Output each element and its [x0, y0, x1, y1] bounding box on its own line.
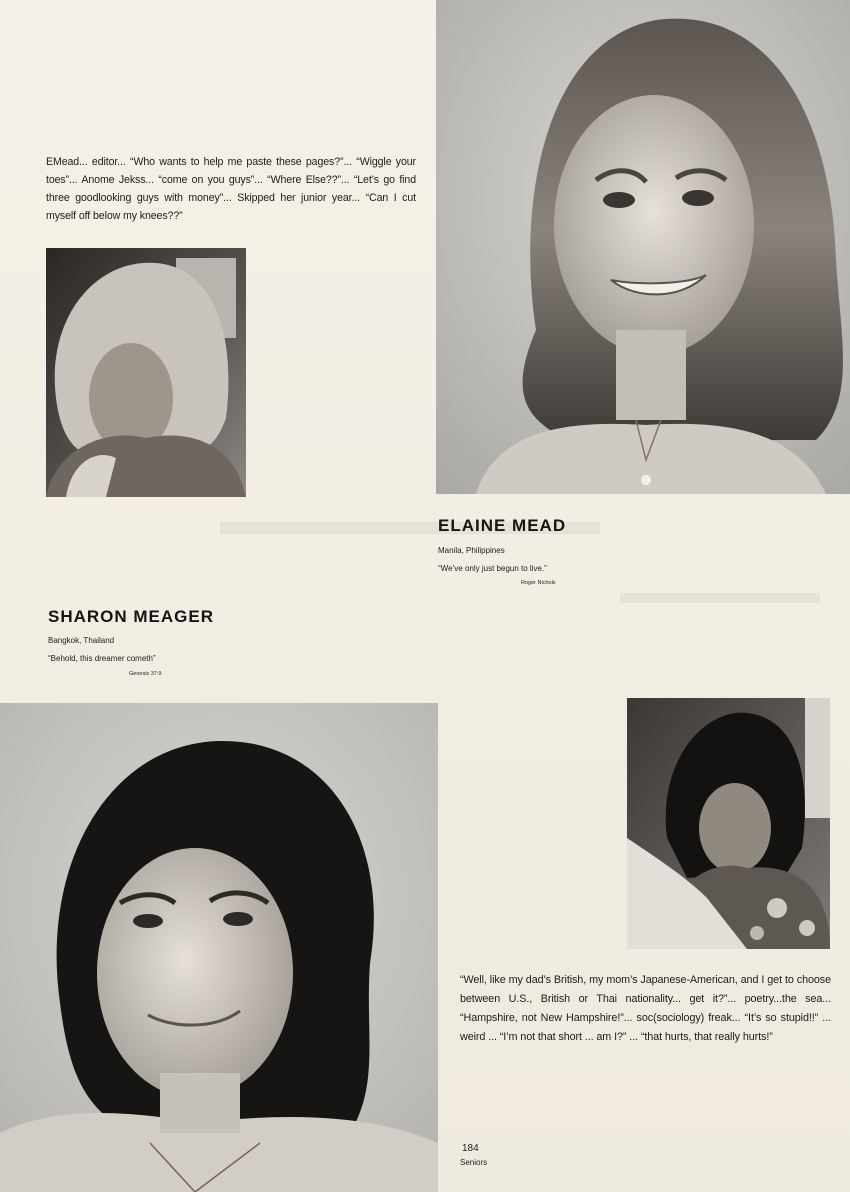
bleed-through-text [620, 590, 820, 606]
sharon-quote-attribution: Genesis 37:9 [129, 671, 162, 677]
elaine-location: Manila, Philippines [438, 546, 505, 555]
sharon-location: Bangkok, Thailand [48, 636, 115, 645]
elaine-quote: “We’ve only just begun to live.” [438, 564, 547, 573]
elaine-quote-attribution: Roger Nichols [521, 580, 556, 586]
elaine-candid-photo [46, 248, 246, 497]
page-number: 184 [462, 1143, 479, 1154]
sharon-name: SHARON MEAGER [48, 607, 215, 626]
elaine-portrait-photo [436, 0, 850, 494]
sharon-blurb: “Well, like my dad’s British, my mom’s Japanese-American, and I get to choose between U.S., British or Thai nationality... get it?”... poetry...the sea... “Hampshire, not New Hampshire!”... soc(sociology) freak... “It’s so stupid!!” ... weird ... “I’m not that short ... am I?” ... “that hurts, that really hurts!” [460, 974, 831, 1043]
sharon-quote: “Behold, this dreamer cometh” [48, 654, 156, 663]
sharon-portrait-photo [0, 703, 438, 1192]
elaine-blurb: EMead... editor... “Who wants to help me paste these pages?”... “Wiggle your toes”... Anome Jekss... “come on you guys”... “Where Else??”... “Let’s go find three goodlooking guys with money”... Skipped her junior year... “Can I cut myself off below my knees??” [46, 156, 416, 222]
sharon-candid-photo [627, 698, 830, 949]
elaine-name: ELAINE MEAD [438, 516, 567, 535]
section-label: Seniors [460, 1158, 488, 1167]
